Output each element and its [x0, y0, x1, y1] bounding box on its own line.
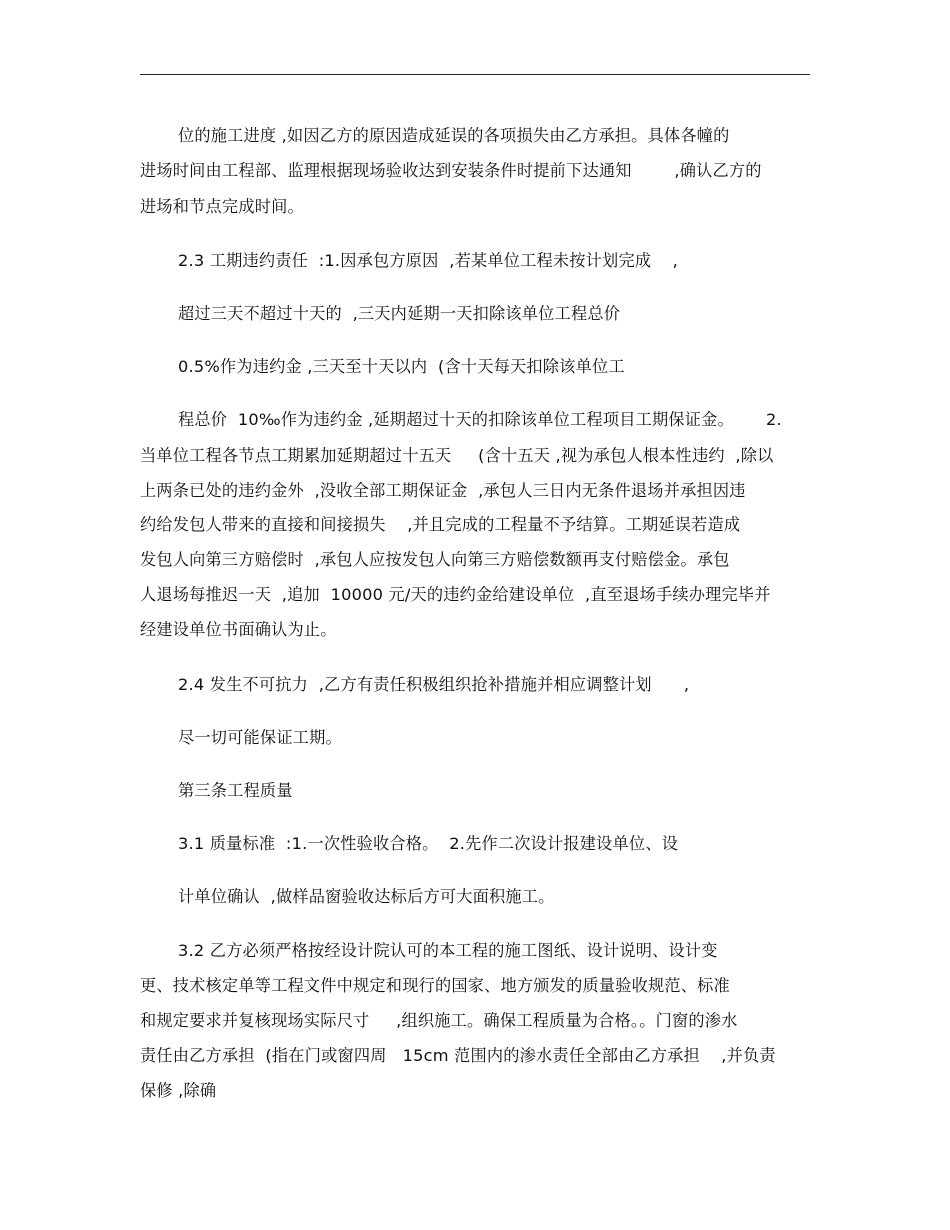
text-line: 进场和节点完成时间。	[140, 197, 304, 216]
section-heading: 第三条工程质量	[178, 781, 293, 800]
header-rule	[140, 74, 810, 75]
text-line: 2.4 发生不可抗力 ,乙方有责任积极组织抢补措施并相应调整计划 ,	[178, 675, 690, 694]
text-line: 人退场每推迟一天 ,追加 10000 元/天的违约金给建设单位 ,直至退场手续办理完毕并	[140, 585, 771, 604]
text-line: 更、技术核定单等工程文件中规定和现行的国家、地方颁发的质量验收规范、标准	[140, 976, 730, 995]
text-line: 尽一切可能保证工期。	[178, 728, 342, 747]
text-line: 位的施工进度 ,如因乙方的原因造成延误的各项损失由乙方承担。具体各幢的	[178, 126, 730, 145]
text-line: 超过三天不超过十天的 ,三天内延期一天扣除该单位工程总价	[178, 304, 621, 323]
text-line: 当单位工程各节点工期累加延期超过十五天 (含十五天 ,视为承包人根本性违约 ,除以	[140, 446, 774, 465]
text-line: 0.5%作为违约金 ,三天至十天以内 (含十天每天扣除该单位工	[178, 357, 625, 376]
text-line: 保修 ,除确	[140, 1081, 217, 1100]
text-line: 发包人向第三方赔偿时 ,承包人应按发包人向第三方赔偿数额再支付赔偿金。承包	[140, 550, 730, 569]
text-line: 程总价 10‰作为违约金 ,延期超过十天的扣除该单位工程项目工期保证金。 2.	[178, 410, 782, 429]
text-line: 进场时间由工程部、监理根据现场验收达到安装条件时提前下达通知 ,确认乙方的	[140, 161, 762, 180]
text-line: 经建设单位书面确认为止。	[140, 620, 337, 639]
text-line: 3.2 乙方必须严格按经设计院认可的本工程的施工图纸、设计说明、设计变	[178, 941, 718, 960]
text-line: 2.3 工期违约责任 :1.因承包方原因 ,若某单位工程未按计划完成 ,	[178, 251, 678, 270]
text-line: 约给发包人带来的直接和间接损失 ,并且完成的工程量不予结算。工期延误若造成	[140, 515, 741, 534]
text-line: 责任由乙方承担 (指在门或窗四周 15cm 范围内的渗水责任全部由乙方承担 ,并负责	[140, 1046, 776, 1065]
text-line: 计单位确认 ,做样品窗验收达标后方可大面积施工。	[178, 887, 555, 906]
text-line: 和规定要求并复核现场实际尺寸 ,组织施工。确保工程质量为合格。。门窗的渗水	[140, 1011, 738, 1030]
text-line: 上两条已处的违约金外 ,没收全部工期保证金 ,承包人三日内无条件退场并承担因违	[140, 481, 746, 500]
text-line: 3.1 质量标准 :1.一次性验收合格。 2.先作二次设计报建设单位、设	[178, 834, 679, 853]
